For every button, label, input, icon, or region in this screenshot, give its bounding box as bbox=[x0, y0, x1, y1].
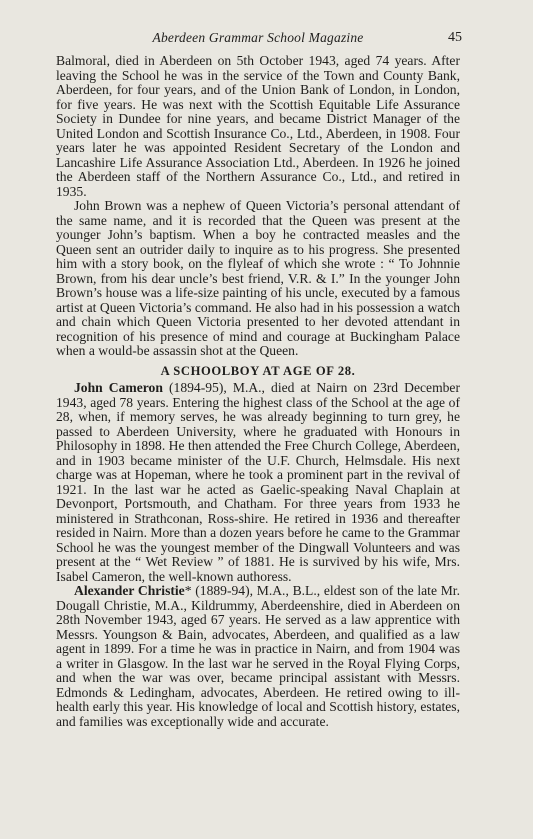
paragraph-cameron bbox=[56, 381, 460, 584]
page-number: 45 bbox=[448, 30, 462, 45]
running-head bbox=[56, 30, 460, 50]
paragraph-brown-career: Balmoral, died in Aberdeen on 5th October 1943, aged 74 years. After leaving the School he was in the service of the Town and County Bank, Aberdeen, for four years, and of the Union Bank of London, in London, for five years. He was next with the Scottish Equitable Life Assurance Society in Dundee for nine years, and became District Manager of the United London and Scottish Insurance Co., Ltd., Aberdeen, in 1908. Four years later he was appointed Resident Secretary of the London and Lancashire Life Assurance Association Ltd., Aberdeen. In 1926 he joined the Aberdeen staff of the Northern Assurance Co., Ltd., and retired in 1935. bbox=[56, 53, 460, 199]
paragraph-cameron-text: (1894-95), M.A., died at Nairn on 23rd December 1943, aged 78 years. Entering the highest class of the School at the age of 28, when, if memory serves, he was already beginning to turn grey, he passed to Aberdeen University, where he graduated with Honours in Philosophy in 1898. He then attended the Free Church College, Aberdeen, and in 1903 became minister of the U.F. Church, Helmsdale. His next charge was at Hopeman, where he took a prominent part in the revival of 1921. In the last war he acted as Gaelic-speaking Naval Chaplain at Devonport, Portsmouth, and Chatham. For three years from 1933 he ministered in Strathconan, Ross-shire. He retired in 1936 and thereafter resided in Nairn. More than a dozen years before he came to the Grammar School he was the youngest member of the Dingwall Volunteers and was present at the “ Wet Review ” of 1881. He is survived by his wife, Mrs. Isabel Cameron, the well-known authoress. bbox=[56, 380, 460, 584]
obituary-name-christie: Alexander Christie bbox=[74, 583, 185, 598]
obituary-name-cameron: John Cameron bbox=[74, 380, 163, 395]
journal-title: Aberdeen Grammar School Magazine bbox=[152, 30, 364, 45]
section-heading: A SCHOOLBOY AT AGE OF 28. bbox=[160, 363, 356, 378]
paragraph-brown-queen: John Brown was a nephew of Queen Victoria’s personal attendant of the same name, and it is recorded that the Queen was present at the younger John’s baptism. When a boy he contracted measles and the Queen sent an outrider daily to inquire as to his progress. She presented him with a story book, on the flyleaf of which she wrote : “ To Johnnie Brown, from his dear uncle’s best friend, V.R. & I.” In the younger John Brown’s house was a life-size painting of his uncle, executed by a famous artist at Queen Victoria’s command. He also had in his possession a watch and chain which Queen Victoria presented to her devoted attendant in recognition of his presence of mind and courage at Buckingham Palace when a would-be assassin shot at the Queen. bbox=[56, 198, 460, 358]
article-body bbox=[56, 54, 460, 729]
paragraph-christie-text: * (1889-94), M.A., B.L., eldest son of the late Mr. Dougall Christie, M.A., Kildrummy, Aberdeenshire, died in Aberdeen on 28th November 1943, aged 67 years. He served as a law apprentice with Messrs. Youngson & Bain, advocates, Aberdeen, and qualified as a law agent in 1899. For a time he was in practice in Nairn, and from 1904 was a writer in Glasgow. In the last war he served in the Royal Flying Corps, and when the war was over, became principal assistant with Messrs. Edmonds & Ledingham, advocates, Aberdeen. He retired owing to ill-health early this year. His knowledge of local and Scottish history, estates, and families was exceptionally wide and accurate. bbox=[56, 583, 460, 729]
paragraph-christie bbox=[56, 584, 460, 729]
